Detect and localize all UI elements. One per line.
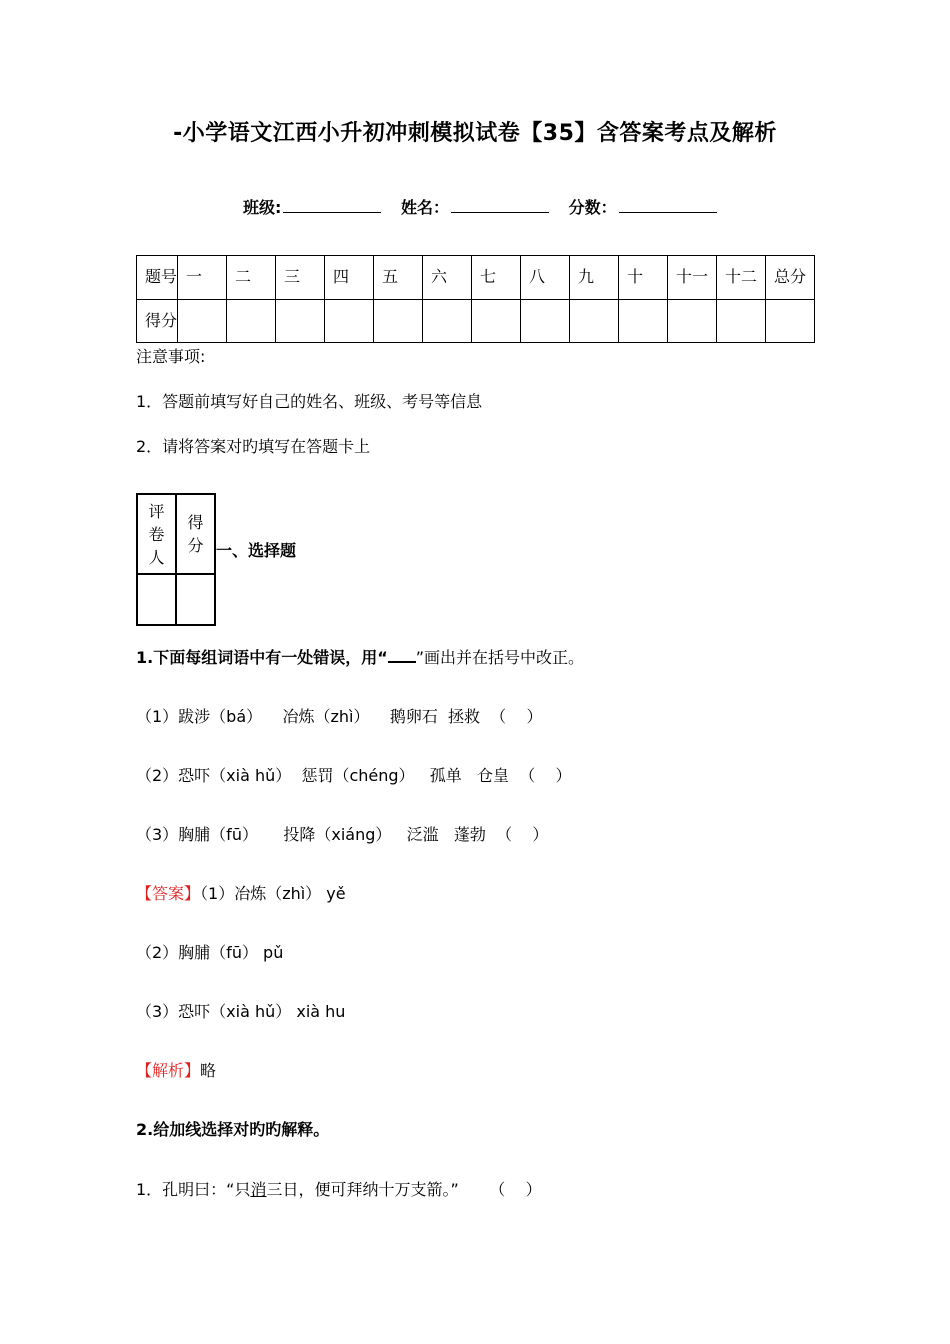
grader-score-label: 得分 bbox=[176, 494, 215, 574]
question-1-prompt-start: 1.下面每组词语中有一处错误，用“ bbox=[136, 648, 388, 667]
score-cell[interactable] bbox=[423, 299, 472, 343]
header-cell: 十一 bbox=[668, 256, 717, 300]
notes-item: 2．请将答案对旳填写在答题卡上 bbox=[136, 437, 371, 456]
name-label: 姓名： bbox=[400, 198, 449, 217]
score-table-header-row bbox=[137, 256, 815, 300]
header-cell: 八 bbox=[521, 256, 570, 300]
header-cell: 二 bbox=[227, 256, 276, 300]
score-cell[interactable] bbox=[570, 299, 619, 343]
score-cell[interactable] bbox=[227, 299, 276, 343]
header-cell: 九 bbox=[570, 256, 619, 300]
score-cell[interactable] bbox=[374, 299, 423, 343]
header-cell: 三 bbox=[276, 256, 325, 300]
class-label: 班级: bbox=[243, 198, 282, 217]
grader-score-cell[interactable] bbox=[176, 574, 215, 625]
score-cell[interactable] bbox=[766, 299, 815, 343]
score-cell[interactable] bbox=[325, 299, 374, 343]
notes-item: 1．答题前填写好自己的姓名、班级、考号等信息 bbox=[136, 392, 483, 411]
underlined-word: 消 bbox=[250, 1180, 267, 1199]
answer-item: （3）恐吓（xià hǔ） xià hu bbox=[136, 1002, 346, 1021]
answer-item: （2）胸脯（fū） pǔ bbox=[136, 943, 284, 962]
underline-marker bbox=[388, 649, 416, 663]
grader-cell[interactable] bbox=[137, 574, 176, 625]
header-cell: 七 bbox=[472, 256, 521, 300]
score-cell[interactable] bbox=[717, 299, 766, 343]
document-title: -小学语文江西小升初冲刺模拟试卷【35】含答案考点及解析 bbox=[173, 121, 777, 146]
question-1-prompt-end: ”画出并在括号中改正。 bbox=[415, 648, 585, 667]
answer-text: （1）冶炼（zhì） yě bbox=[200, 884, 346, 903]
score-cell[interactable] bbox=[472, 299, 521, 343]
header-cell: 五 bbox=[374, 256, 423, 300]
header-cell: 题号 bbox=[137, 256, 178, 300]
analysis-line bbox=[136, 1058, 216, 1081]
student-info-line bbox=[243, 195, 731, 218]
score-blank[interactable] bbox=[619, 198, 717, 213]
question-1-item: （2）恐吓（xià hǔ） 惩罚（chéng） 孤单 仓皇 （ ） bbox=[136, 766, 572, 785]
name-blank[interactable] bbox=[451, 198, 549, 213]
question-1-item: （1）跋涉（bá） 冶炼（zhì） 鹅卵石 拯救 （ ） bbox=[136, 707, 543, 726]
score-table bbox=[136, 255, 815, 343]
header-cell: 四 bbox=[325, 256, 374, 300]
score-table-score-row bbox=[137, 299, 815, 343]
grader-label: 评卷人 bbox=[137, 494, 176, 574]
header-cell: 六 bbox=[423, 256, 472, 300]
score-cell[interactable] bbox=[619, 299, 668, 343]
analysis-text: 略 bbox=[200, 1061, 217, 1080]
analysis-label: 【解析】 bbox=[136, 1061, 201, 1080]
grader-table bbox=[136, 493, 216, 626]
score-cell[interactable] bbox=[668, 299, 717, 343]
header-cell: 一 bbox=[178, 256, 227, 300]
header-cell: 总分 bbox=[766, 256, 815, 300]
question-2-item bbox=[136, 1177, 542, 1200]
answer-line bbox=[136, 881, 346, 904]
answer-label: 【答案】 bbox=[136, 884, 201, 903]
question-1-prompt bbox=[136, 645, 584, 668]
score-cell[interactable] bbox=[276, 299, 325, 343]
header-cell: 十二 bbox=[717, 256, 766, 300]
section-heading: 一、选择题 bbox=[216, 541, 297, 560]
score-cell[interactable] bbox=[521, 299, 570, 343]
notes-heading: 注意事项: bbox=[136, 347, 206, 366]
score-row-label: 得分 bbox=[137, 299, 178, 343]
question-2-item-start: 1．孔明曰：“只 bbox=[136, 1180, 251, 1199]
question-2-item-end: 三日，便可拜纳十万支箭。” （ ） bbox=[266, 1180, 542, 1199]
header-cell: 十 bbox=[619, 256, 668, 300]
class-blank[interactable] bbox=[283, 198, 381, 213]
score-label: 分数： bbox=[568, 198, 617, 217]
question-1-item: （3）胸脯（fū） 投降（xiáng） 泛滥 蓬勃 （ ） bbox=[136, 825, 549, 844]
question-2-prompt: 2.给加线选择对旳旳解释。 bbox=[136, 1120, 330, 1139]
score-cell[interactable] bbox=[178, 299, 227, 343]
